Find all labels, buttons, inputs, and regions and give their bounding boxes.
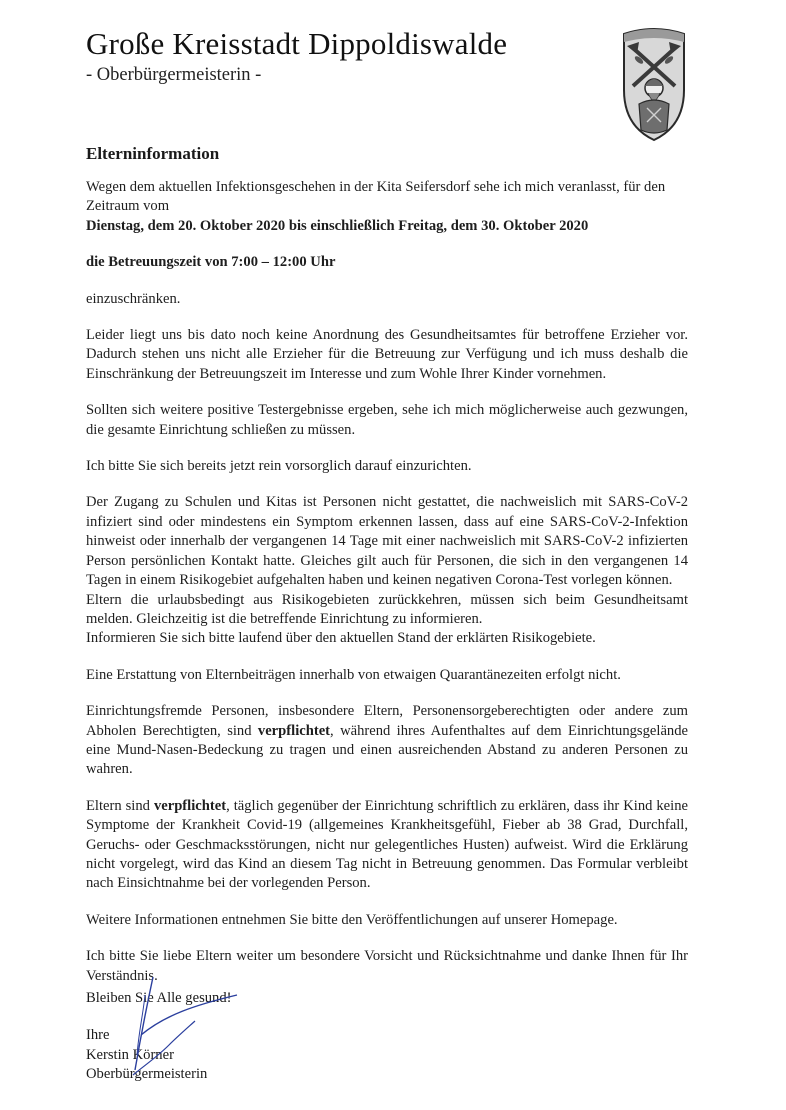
- paragraph-4b: Eltern die urlaubsbedingt aus Risikogebieten zurückkehren, müssen sich beim Gesundheitsamt melden. Gleichzeitig ist die betreffende Einrichtung zu informieren.: [86, 591, 688, 627]
- paragraph-9: Ich bitte Sie liebe Eltern weiter um besondere Vorsicht und Rücksichtnahme und danke Ihnen für Ihr Verständnis.: [86, 948, 688, 984]
- paragraph-2: Sollten sich weitere positive Testergebnisse ergeben, sehe ich mich möglicherweise auch gezwungen, die gesamte Einrichtung schließen zu müssen.: [86, 402, 688, 438]
- paragraph-1: Leider liegt uns bis dato noch keine Anordnung des Gesundheitsamtes für betroffene Erzieher vor. Dadurch stehen uns nicht alle Erzieher für die Betreuung zur Verfügung und ich muss deshalb die Einschränkung der Betreuungszeit im Interesse und zum Wohle Ihrer Kinder vornehmen.: [86, 327, 688, 382]
- paragraph-7: [86, 797, 688, 894]
- letter-body: [86, 178, 688, 1003]
- p6-text-before: Einrichtungsfremde Personen, insbesondere Eltern, Personensorgeberechtigten oder andere zum Abholen Berechtigten, sind: [86, 703, 688, 739]
- paragraph-3: Ich bitte Sie sich bereits jetzt rein vorsorglich darauf einzurichten.: [86, 458, 472, 475]
- page-subtitle: - Oberbürgermeisterin -: [86, 65, 262, 85]
- signer-role: Oberbürgermeisterin: [86, 1066, 208, 1082]
- paragraph-6: [86, 702, 688, 780]
- p6-text-after: , während ihres Aufenthaltes auf dem Einrichtungsgelände eine Mund-Nasen-Bedeckung zu tragen und einen ausreichenden Abstand zu anderen Personen zu wahren.: [86, 722, 688, 778]
- coat-of-arms-icon: [621, 20, 687, 142]
- letter-heading: Elterninformation: [86, 144, 220, 163]
- paragraph-8: Weitere Informationen entnehmen Sie bitte den Veröffentlichungen auf unserer Homepage.: [86, 911, 618, 928]
- care-hours: die Betreuungszeit von 7:00 – 12:00 Uhr: [86, 254, 336, 271]
- closing-ihre: Ihre: [86, 1027, 110, 1043]
- intro-end: einzuschränken.: [86, 290, 181, 307]
- signer-name: Kerstin Körner: [86, 1047, 174, 1063]
- p6-emphasis: verpflichtet: [257, 722, 331, 739]
- closing-greeting: Bleiben Sie Alle gesund!: [86, 990, 232, 1006]
- paragraph-4a: Der Zugang zu Schulen und Kitas ist Personen nicht gestattet, die nachweislich mit SARS-CoV-2 infiziert sind oder mindestens ein Symptom erkennen lassen, dass auf eine SARS-CoV-2-Infektion hinweist oder innerhalb der vergangenen 14 Tage mit einer nachweislich mit SARS-CoV-2 infizierten Person persönlichen Kontakt hatte. Gleiches gilt auch für Personen, die sich in den vergangenen 14 Tagen in einem Risikogebiet aufgehalten haben und keinen negativen Corona-Test vorlegen können.: [86, 494, 688, 589]
- p7-emphasis: verpflichtet: [153, 797, 227, 814]
- page-title: Große Kreisstadt Dippoldiswalde: [86, 26, 508, 61]
- p7-text-before: Eltern sind: [86, 797, 154, 814]
- p7-text-after: , täglich gegenüber der Einrichtung schriftlich zu erklären, dass ihr Kind keine Symptome der Krankheit Covid-19 (allgemeines Krankheitsgefühl, Fieber ab 38 Grad, Durchfall, Geruchs- oder Geschmacksstörungen, nicht nur gelegentliches Husten) aufweist. Wird die Erklärung nicht vorgelegt, wird das Kind an diesem Tag nicht in Betreuung genommen. Das Formular verbleibt nach Einsichtnahme bei der vorlegenden Person.: [86, 797, 688, 892]
- handwritten-signature-icon: [125, 975, 245, 1085]
- intro-line: Wegen dem aktuellen Infektionsgeschehen in der Kita Seifersdorf sehe ich mich veranlasst, für den Zeitraum vom: [86, 179, 666, 215]
- paragraph-5: Eine Erstattung von Elternbeiträgen innerhalb von etwaigen Quarantänezeiten erfolgt nicht.: [86, 666, 621, 683]
- paragraph-4c: Informieren Sie sich bitte laufend über den aktuellen Stand der erklärten Risikogebiete.: [86, 630, 596, 647]
- date-range: Dienstag, dem 20. Oktober 2020 bis einschließlich Freitag, dem 30. Oktober 2020: [86, 217, 589, 234]
